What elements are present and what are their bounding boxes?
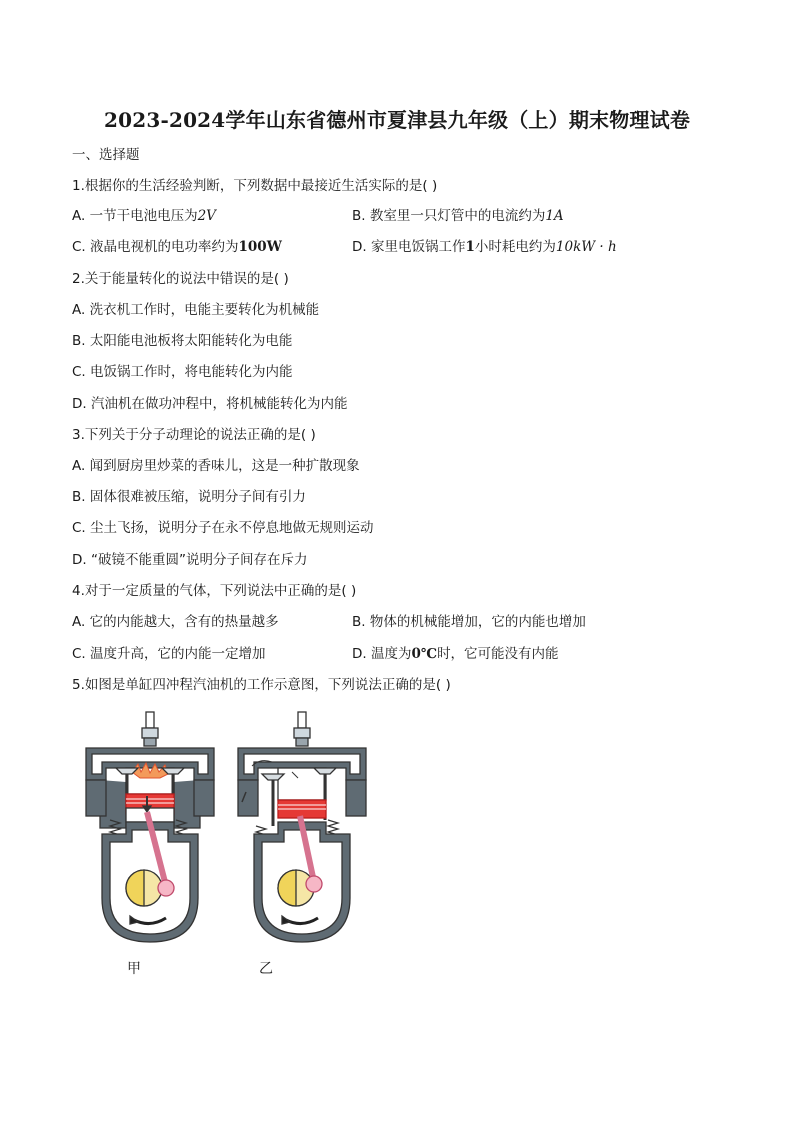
question-2-option-a: A. 洗衣机工作时，电能主要转化为机械能 [72, 302, 320, 318]
question-4-stem: 4.对于一定质量的气体，下列说法中正确的是( ) [72, 583, 357, 599]
figure-label-jia: 甲 [127, 961, 141, 977]
question-1-option-c: C. 液晶电视机的电功率约为100W [72, 239, 282, 255]
question-1-option-a: A. 一节干电池电压为2V [72, 208, 216, 224]
engine-diagram-jia [80, 708, 220, 950]
question-4-option-d: D. 温度为0℃时，它可能没有内能 [352, 646, 559, 662]
question-3-option-c: C. 尘土飞扬，说明分子在永不停息地做无规则运动 [72, 520, 374, 536]
question-1-stem: 1.根据你的生活经验判断，下列数据中最接近生活实际的是( ) [72, 178, 438, 194]
question-3-option-d: D. “破镜不能重圆”说明分子间存在斥力 [72, 552, 308, 568]
question-3-option-a: A. 闻到厨房里炒菜的香味儿，这是一种扩散现象 [72, 458, 360, 474]
question-1-option-b: B. 教室里一只灯管中的电流约为1A [352, 208, 564, 224]
question-3-option-b: B. 固体很难被压缩，说明分子间有引力 [72, 489, 306, 505]
question-2-option-b: B. 太阳能电池板将太阳能转化为电能 [72, 333, 293, 349]
page-title: 2023-2024学年山东省德州市夏津县九年级（上）期末物理试卷 [103, 108, 691, 132]
question-1-option-d: D. 家里电饭锅工作1小时耗电约为10kW · h [352, 239, 617, 255]
question-4-option-a: A. 它的内能越大，含有的热量越多 [72, 614, 279, 630]
question-2-option-d: D. 汽油机在做功冲程中，将机械能转化为内能 [72, 396, 348, 412]
question-4-option-c: C. 温度升高，它的内能一定增加 [72, 646, 266, 662]
question-4-option-b: B. 物体的机械能增加，它的内能也增加 [352, 614, 586, 630]
engine-diagram-yi [232, 708, 372, 950]
question-2-stem: 2.关于能量转化的说法中错误的是( ) [72, 271, 289, 287]
question-2-option-c: C. 电饭锅工作时，将电能转化为内能 [72, 364, 293, 380]
figure-label-yi: 乙 [259, 961, 273, 977]
question-3-stem: 3.下列关于分子动理论的说法正确的是( ) [72, 427, 316, 443]
question-5-stem: 5.如图是单缸四冲程汽油机的工作示意图，下列说法正确的是( ) [72, 677, 451, 693]
section-heading: 一、选择题 [72, 147, 140, 163]
